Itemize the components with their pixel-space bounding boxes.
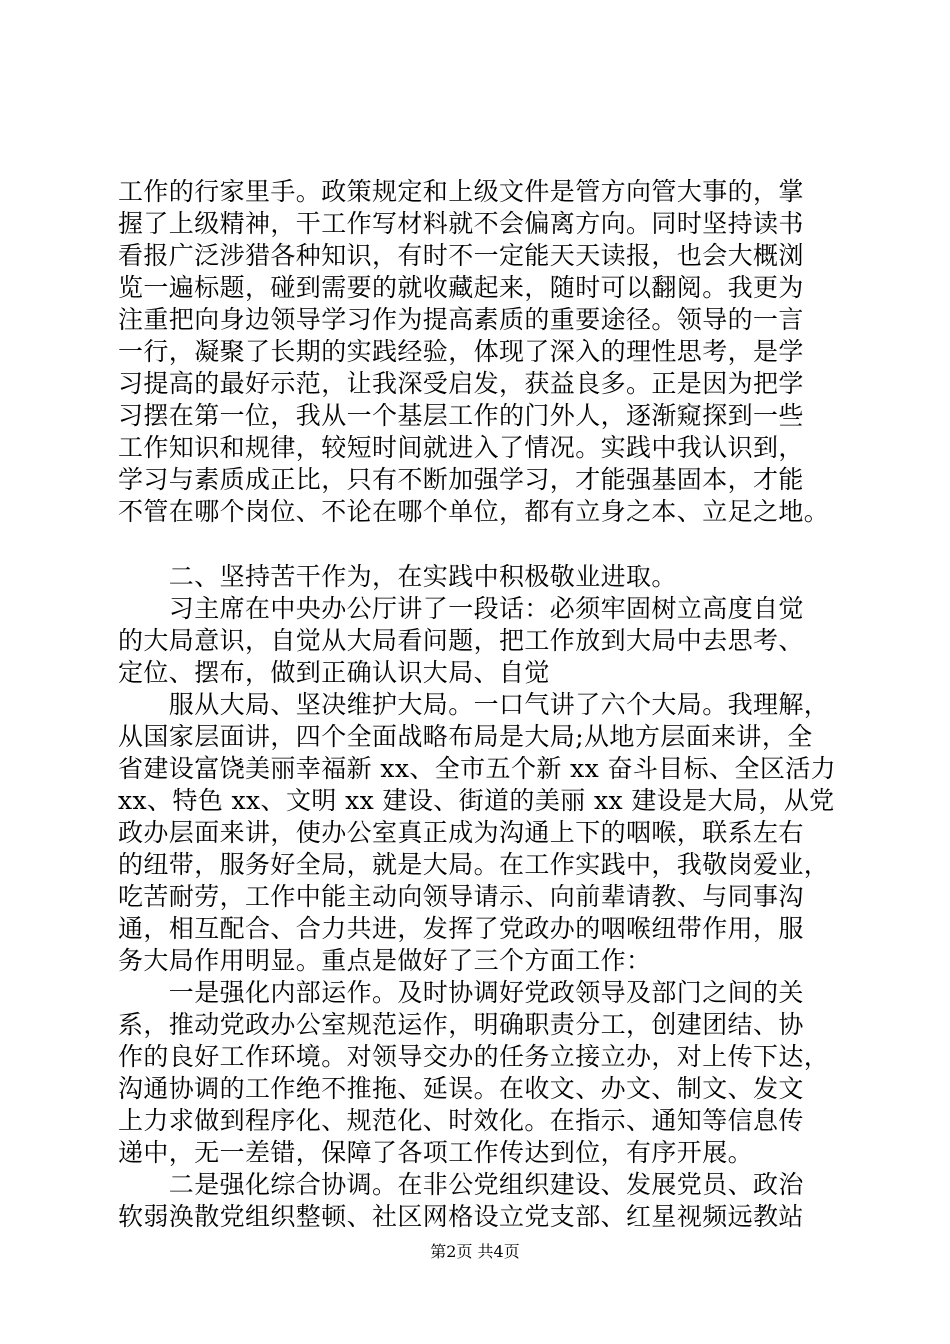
paragraph-gap	[118, 528, 832, 561]
text-line: 看报广泛涉猎各种知识，有时不一定能天天读报，也会大概浏	[118, 241, 804, 270]
text-line: 习摆在第一位，我从一个基层工作的门外人，逐渐窥探到一些	[118, 401, 804, 430]
text-line: 政办层面来讲，使办公室真正成为沟通上下的咽喉，联系左右	[118, 818, 804, 847]
text-line: 工作知识和规律，较短时间就进入了情况。实践中我认识到，	[118, 433, 804, 462]
text-line: 二是强化综合协调。在非公党组织建设、发展党员、政治	[118, 1170, 804, 1199]
text-line: 定位、摆布，做到正确认识大局、自觉	[118, 658, 550, 687]
section-heading: 二、坚持苦干作为，在实践中积极敬业进取。	[118, 562, 677, 591]
text-line: 的大局意识，自觉从大局看问题，把工作放到大局中去思考、	[118, 626, 804, 655]
paragraph-block-2	[118, 561, 837, 1233]
text-line: 习提高的最好示范，让我深受启发，获益良多。正是因为把学	[118, 369, 804, 398]
text-line: 沟通协调的工作绝不推拖、延误。在收文、办文、制文、发文	[118, 1074, 804, 1103]
text-line: 学习与素质成正比，只有不断加强学习，才能强基固本，才能	[118, 465, 804, 494]
text-line: 览一遍标题，碰到需要的就收藏起来，随时可以翻阅。我更为	[118, 273, 804, 302]
text-line: 服从大局、坚决维护大局。一口气讲了六个大局。我理解，	[118, 690, 830, 719]
text-line: 一是强化内部运作。及时协调好党政领导及部门之间的关	[118, 978, 804, 1007]
text-line: 省建设富饶美丽幸福新 xx、全市五个新 xx 奋斗目标、全区活力	[118, 754, 837, 783]
text-line: 系，推动党政办公室规范运作，明确职责分工，创建团结、协	[118, 1010, 804, 1039]
text-line: 的纽带，服务好全局，就是大局。在工作实践中，我敬岗爱业，	[118, 850, 830, 879]
paragraph-block-1	[118, 176, 832, 528]
text-line: 握了上级精神，干工作写材料就不会偏离方向。同时坚持读书	[118, 209, 804, 238]
text-line: 通，相互配合、合力共进，发挥了党政办的咽喉纽带作用，服	[118, 914, 804, 943]
text-line: 习主席在中央办公厅讲了一段话：必须牢固树立高度自觉	[118, 594, 804, 623]
text-line: 务大局作用明显。重点是做好了三个方面工作：	[118, 946, 652, 975]
text-line: 作的良好工作环境。对领导交办的任务立接立办，对上传下达，	[118, 1042, 830, 1071]
text-line: 工作的行家里手。政策规定和上级文件是管方向管大事的，掌	[118, 177, 804, 206]
page-number-footer: 第2页 共4页	[430, 1242, 520, 1261]
document-body	[118, 176, 837, 1233]
text-line: 软弱涣散党组织整顿、社区网格设立党支部、红星视频远教站	[118, 1202, 804, 1231]
text-line: 吃苦耐劳，工作中能主动向领导请示、向前辈请教、与同事沟	[118, 882, 804, 911]
text-line: xx、特色 xx、文明 xx 建设、街道的美丽 xx 建设是大局，从党	[118, 786, 835, 815]
text-line: 从国家层面讲，四个全面战略布局是大局;从地方层面来讲，全	[118, 722, 813, 751]
text-line: 上力求做到程序化、规范化、时效化。在指示、通知等信息传	[118, 1106, 804, 1135]
text-line: 不管在哪个岗位、不论在哪个单位，都有立身之本、立足之地。	[118, 497, 830, 526]
text-line: 注重把向身边领导学习作为提高素质的重要途径。领导的一言	[118, 305, 804, 334]
text-line: 一行，凝聚了长期的实践经验，体现了深入的理性思考，是学	[118, 337, 804, 366]
text-line: 递中，无一差错，保障了各项工作传达到位，有序开展。	[118, 1138, 754, 1167]
